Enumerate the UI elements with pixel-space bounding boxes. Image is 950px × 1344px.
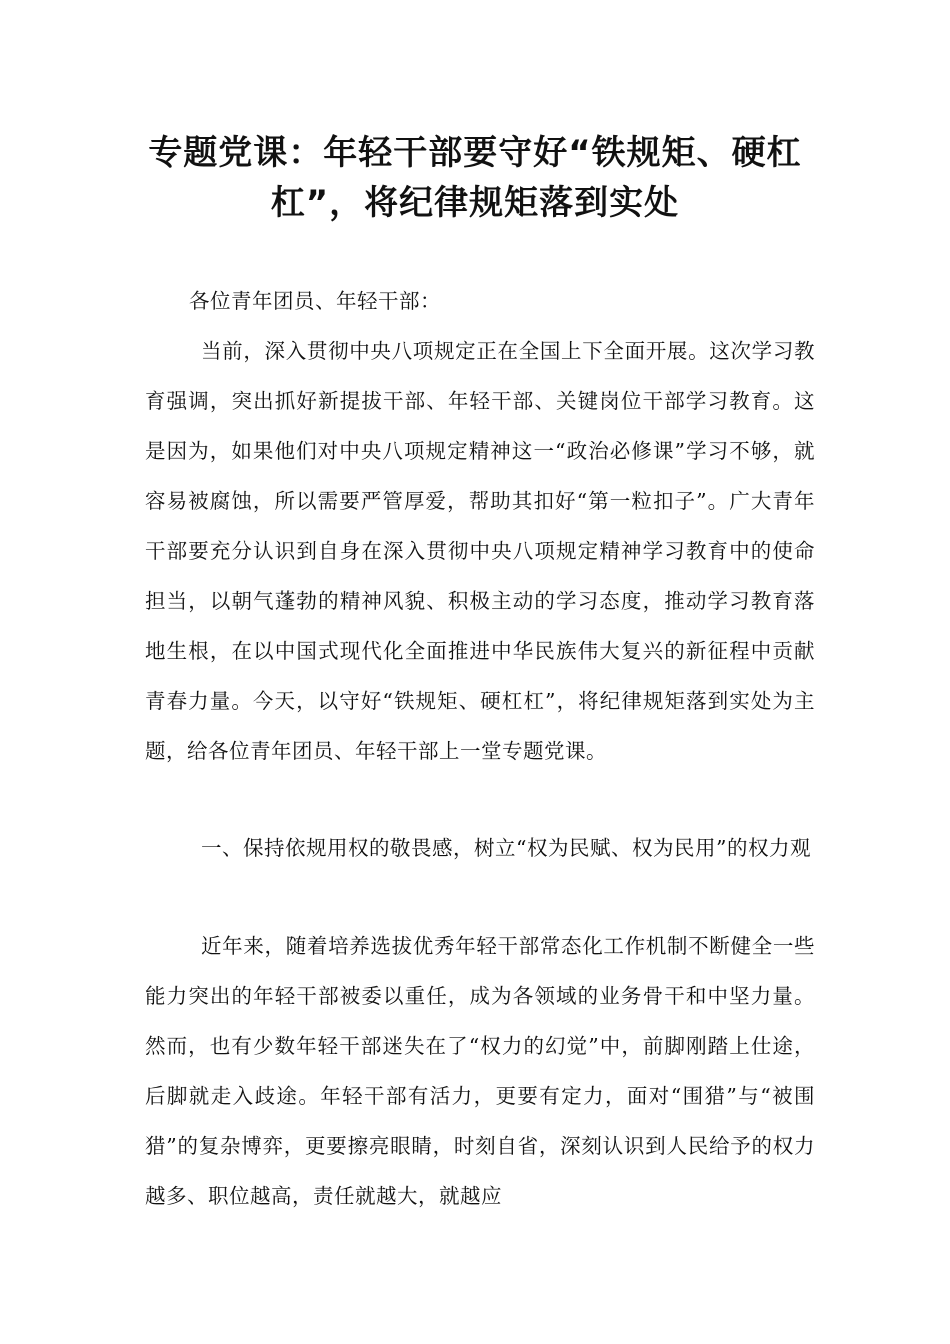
paragraph-intro: 当前，深入贯彻中央八项规定正在全国上下全面开展。这次学习教育强调，突出抓好新提拔干部、年轻干部、关键岗位干部学习教育。这是因为，如果他们对中央八项规定精神这一“政治必修课”学习不够，就容易被腐蚀，所以需要严管厚爱，帮助其扣好“第一粒扣子”。广大青年干部要充分认识到自身在深入贯彻中央八项规定精神学习教育中的使命担当，以朝气蓬勃的精神风貌、积极主动的学习态度，推动学习教育落地生根，在以中国式现代化全面推进中华民族伟大复兴的新征程中贡献青春力量。今天，以守好“铁规矩、硬杠杠”，将纪律规矩落到实处为主题，给各位青年团员、年轻干部上一堂专题党课。 — [145, 339, 815, 763]
section-heading-1: 一、保持依规用权的敬畏感，树立“权为民赋、权为民用”的权力观 — [201, 836, 811, 860]
document-title: 专题党课：年轻干部要守好“铁规矩、硬杠杠”，将纪律规矩落到实处 — [148, 133, 802, 223]
salutation: 各位青年团员、年轻干部： — [189, 289, 441, 313]
paragraph-section-1: 近年来，随着培养选拔优秀年轻干部常态化工作机制不断健全一些能力突出的年轻干部被委以重任，成为各领域的业务骨干和中坚力量。然而，也有少数年轻干部迷失在了“权力的幻觉”中，前脚刚踏上仕途，后脚就走入歧途。年轻干部有活力，更要有定力，面对“围猎”与“被围猎”的复杂博弈，更要擦亮眼睛，时刻自省，深刻认识到人民给予的权力越多、职位越高，责任就越大，就越应 — [145, 934, 815, 1208]
